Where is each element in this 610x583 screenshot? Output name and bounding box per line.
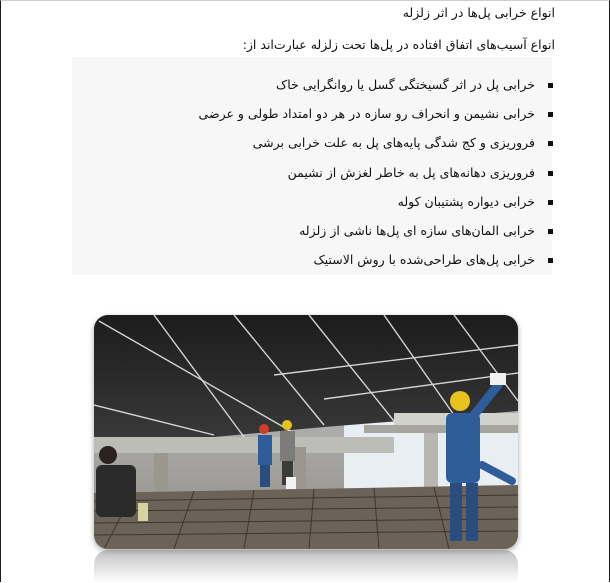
list-item-text: فروریزی و کج شدگی پایه‌های پل به علت خرابی برشی (252, 135, 535, 151)
list-item (199, 104, 553, 133)
list-item-text: خرابی دیواره پشتیبان کوله (397, 193, 535, 209)
list-item (199, 250, 553, 279)
bridge-repair-photo-icon (94, 315, 518, 549)
bullet-icon (548, 171, 553, 176)
list-item-text: خرابی المان‌های سازه ای پل‌ها ناشی از زلزله (299, 222, 535, 238)
bullet-icon (548, 112, 553, 117)
bullet-icon (548, 258, 553, 263)
list-item-text: خرابی پل‌های طراحی‌شده با روش الاستیک (313, 252, 535, 268)
intro-paragraph: انواع آسیب‌های اتفاق افتاده در پل‌ها تحت زلزله عبارت‌اند از: (242, 37, 555, 52)
damage-list (199, 75, 553, 279)
bullet-icon (548, 200, 553, 205)
list-item (199, 75, 553, 104)
list-item (199, 192, 553, 221)
bullet-icon (548, 83, 553, 88)
bullet-icon (548, 229, 553, 234)
bullet-icon (548, 141, 553, 146)
list-item (199, 133, 553, 162)
section-heading: انواع خرابی پل‌ها در اثر زلزله (402, 5, 555, 20)
list-item-text: خرابی نشیمن و انحراف رو سازه در هر دو امتداد طولی و عرضی (198, 106, 535, 122)
bridge-repair-photo (94, 315, 518, 549)
photo-reflection (94, 550, 518, 583)
list-item (199, 163, 553, 192)
list-item (199, 221, 553, 250)
list-item-text: خرابی پل در اثر گسیختگی گسل یا روانگرایی خاک (276, 77, 535, 92)
list-item-text: فروریزی دهانه‌های پل به خاطر لغزش از نشیمن (287, 164, 535, 180)
